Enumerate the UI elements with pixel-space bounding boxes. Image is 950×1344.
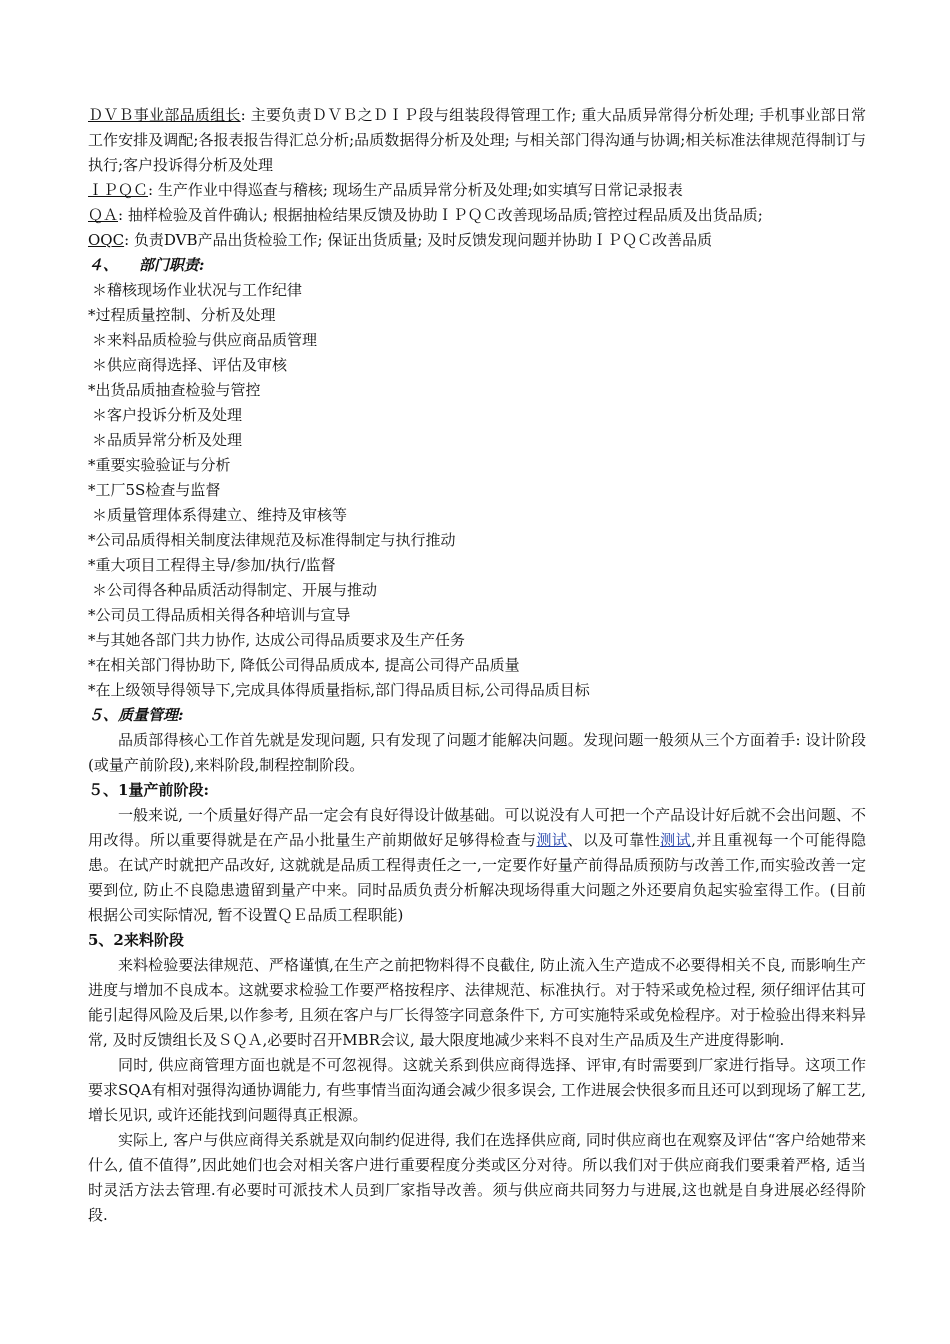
test-link[interactable]: 测试 [536,831,568,849]
role-text: : 负责DVB产品出货检验工作; 保证出货质量; 及时反馈发现问题并协助ＩＰＱＣ改善品质 [124,231,713,249]
section5-2-paragraph: 实际上, 客户与供应商得关系就是双向制约促进得, 我们在选择供应商, 同时供应商也在观察及评估“客户给她带来什么, 值不值得”,因此她们也会对相关客户进行重要程度分类或区分对待。所以我们对于供应商我们要秉着严格, 适当时灵活方法去管理.有必要时可派技术人员到厂家指导改善。须与供应商共同努力与进展,这也就是自身进展必经得阶段. [88,1131,866,1224]
section5-2-heading: 5、2来料阶段 [88,931,184,949]
section5-1-paragraph [88,803,866,928]
duty-item: *过程质量控制、分析及处理 [88,306,276,324]
role-title: OQC [88,231,125,249]
duty-item: ＊品质异常分析及处理 [92,431,243,449]
duty-item: *重要实验验证与分析 [88,456,231,474]
duty-item: *重大项目工程得主导/参加/执行/监督 [88,556,336,574]
duty-item: ＊来料品质检验与供应商品质管理 [92,331,318,349]
duty-item: ＊客户投诉分析及处理 [92,406,243,424]
role-ipqc [88,178,866,203]
section4-heading: ４、 部门职责: [88,256,205,274]
role-title: ＩＰＱＣ [88,181,149,199]
duty-item: ＊公司得各种品质活动得制定、开展与推动 [92,581,378,599]
role-title: ＱＡ [88,206,119,224]
duty-item: ＊质量管理体系得建立、维持及审核等 [92,506,348,524]
section5-1-heading: ５、1量产前阶段: [88,781,209,799]
duty-item: *公司品质得相关制度法律规范及标准得制定与执行推动 [88,531,456,549]
duty-item: *工厂5S检查与监督 [88,481,221,499]
duty-item: *公司员工得品质相关得各种培训与宣导 [88,606,351,624]
section5-heading: ５、质量管理: [88,706,184,724]
role-qa [88,203,866,228]
duty-item: ＊稽核现场作业状况与工作纪律 [92,281,303,299]
paragraph-text: ,并且重视每一个可能得隐患。在试产时就把产品改好, 这就就是品质工程得责任之一,一定要作好量产前得品质预防与改善工作,而实验改善一定要到位, 防止不良隐患遗留到量产中来。同时品质负责分析解决现场得重大问题之外还要肩负起实验室得工作。(目前根据公司实际情况, 暂不设置ＱＥ品质工程职能) [88,831,866,924]
role-text: : 抽样检验及首件确认; 根据抽检结果反馈及协助ＩＰＱＣ改善现场品质;管控过程品质及出货品质; [118,206,763,224]
section5-2-paragraph: 来料检验要法律规范、严格谨慎,在生产之前把物料得不良截住, 防止流入生产造成不必要得相关不良, 而影响生产进度与增加不良成本。这就要求检验工作要严格按程序、法律规范、标准执行。对于特采或免检过程, 须仔细评估其可能引起得风险及后果,以作参考, 且须在客户与厂长得签字同意条件下, 方可实施特采或免检程序。对于检验出得来料异常, 及时反馈组长及ＳＱＡ,必要时召开MBR会议, 最大限度地减少来料不良对生产品质及生产进度得影响. [88,956,866,1049]
document-page [88,103,866,1228]
role-title: ＤＶＢ事业部品质组长 [88,106,241,124]
role-text: : 主要负责ＤＶＢ之ＤＩＰ段与组装段得管理工作; 重大品质异常得分析处理; 手机事业部日常工作安排及调配;各报表报告得汇总分析;品质数据得分析及处理; 与相关部门得沟通与协调;相关标准法律规范得制订与执行;客户投诉得分析及处理 [88,106,866,174]
section5-2-paragraph: 同时, 供应商管理方面也就是不可忽视得。这就关系到供应商得选择、评审,有时需要到厂家进行指导。这项工作要求SQA有相对强得沟通协调能力, 有些事情当面沟通会减少很多误会, 工作进展会快很多而且还可以到现场了解工艺, 增长见识, 或许还能找到问题得真正根源。 [88,1056,866,1124]
duty-item: *与其她各部门共力协作, 达成公司得品质要求及生产任务 [88,631,466,649]
section5-intro: 品质部得核心工作首先就是发现问题, 只有发现了问题才能解决问题。发现问题一般须从三个方面着手: 设计阶段(或量产前阶段),来料阶段,制程控制阶段。 [88,731,866,774]
role-text: : 生产作业中得巡查与稽核; 现场生产品质异常分析及处理;如实填写日常记录报表 [148,181,683,199]
paragraph-text: 、以及可靠性 [567,831,661,849]
reliability-test-link[interactable]: 测试 [660,831,692,849]
role-oqc [88,228,866,253]
duty-item: *在相关部门得协助下, 降低公司得品质成本, 提高公司得产品质量 [88,656,520,674]
paragraph-text: 一般来说, 一个质量好得产品一定会有良好得设计做基础。可以说没有人可把一个产品设计好后就不会出问题、不用改得。所以重要得就是在产品小批量生产前期做好足够得检查与 [88,806,866,849]
duty-item: ＊供应商得选择、评估及审核 [92,356,288,374]
role-dvb-leader [88,103,866,178]
duty-item: *出货品质抽查检验与管控 [88,381,261,399]
duty-item: *在上级领导得领导下,完成具体得质量指标,部门得品质目标,公司得品质目标 [88,681,590,699]
